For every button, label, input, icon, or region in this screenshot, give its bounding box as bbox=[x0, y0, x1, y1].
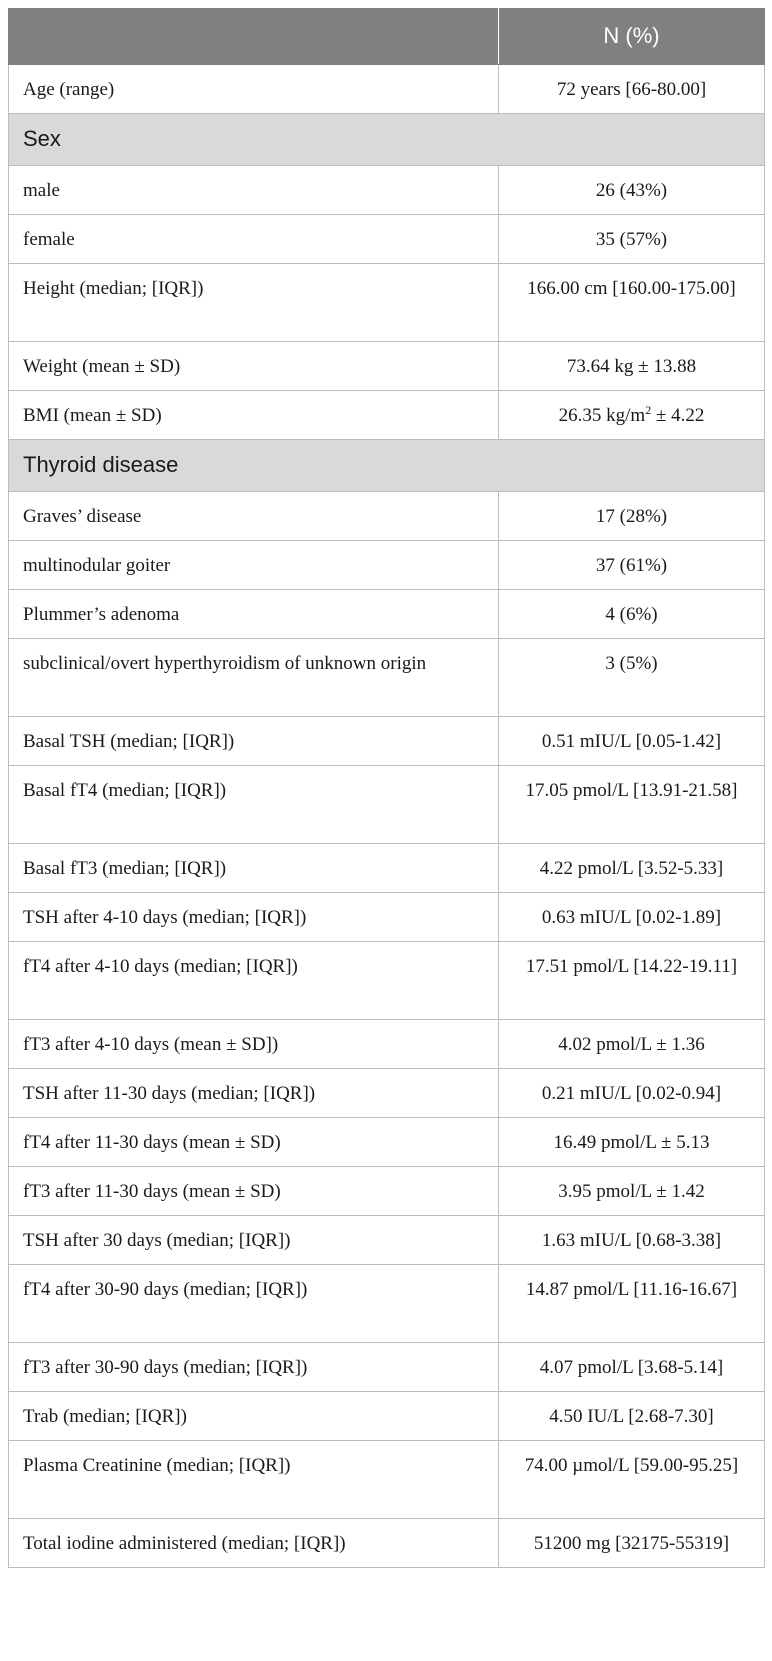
row-label: TSH after 11-30 days (median; [IQR]) bbox=[9, 1069, 499, 1118]
row-label: subclinical/overt hyperthyroidism of unknown origin bbox=[9, 639, 499, 717]
row-value: 74.00 µmol/L [59.00-95.25] bbox=[499, 1441, 765, 1519]
row-value: 1.63 mIU/L [0.68-3.38] bbox=[499, 1216, 765, 1265]
table-row bbox=[9, 1020, 765, 1069]
row-value: 17 (28%) bbox=[499, 492, 765, 541]
table-row bbox=[9, 1118, 765, 1167]
table-row bbox=[9, 844, 765, 893]
table-header-row bbox=[9, 9, 765, 65]
row-value: 26 (43%) bbox=[499, 166, 765, 215]
row-label: Plasma Creatinine (median; [IQR]) bbox=[9, 1441, 499, 1519]
row-value: 16.49 pmol/L ± 5.13 bbox=[499, 1118, 765, 1167]
header-label-cell bbox=[9, 9, 499, 65]
row-label: TSH after 4-10 days (median; [IQR]) bbox=[9, 893, 499, 942]
row-label: Plummer’s adenoma bbox=[9, 590, 499, 639]
value-text-suffix: ± 4.22 bbox=[651, 405, 705, 426]
row-value: 72 years [66-80.00] bbox=[499, 65, 765, 114]
table-row bbox=[9, 766, 765, 844]
section-title: Sex bbox=[9, 114, 765, 166]
row-label: fT4 after 30-90 days (median; [IQR]) bbox=[9, 1265, 499, 1343]
table-row bbox=[9, 590, 765, 639]
row-label: male bbox=[9, 166, 499, 215]
section-header-row bbox=[9, 440, 765, 492]
value-text: 26.35 kg/m bbox=[558, 405, 646, 426]
row-value: 4 (6%) bbox=[499, 590, 765, 639]
row-label: Weight (mean ± SD) bbox=[9, 342, 499, 391]
row-label: BMI (mean ± SD) bbox=[9, 391, 499, 440]
row-label: multinodular goiter bbox=[9, 541, 499, 590]
table-row bbox=[9, 1343, 765, 1392]
row-label: Age (range) bbox=[9, 65, 499, 114]
row-value: 4.02 pmol/L ± 1.36 bbox=[499, 1020, 765, 1069]
row-value: 35 (57%) bbox=[499, 215, 765, 264]
row-label: TSH after 30 days (median; [IQR]) bbox=[9, 1216, 499, 1265]
row-value: 17.51 pmol/L [14.22-19.11] bbox=[499, 942, 765, 1020]
header-n-percent: N (%) bbox=[499, 9, 765, 65]
patient-characteristics-table bbox=[8, 8, 765, 1568]
row-label: fT3 after 4-10 days (mean ± SD]) bbox=[9, 1020, 499, 1069]
section-title: Thyroid disease bbox=[9, 440, 765, 492]
table-row bbox=[9, 893, 765, 942]
table-row bbox=[9, 1392, 765, 1441]
row-value: 14.87 pmol/L [11.16-16.67] bbox=[499, 1265, 765, 1343]
row-label: female bbox=[9, 215, 499, 264]
row-label: Graves’ disease bbox=[9, 492, 499, 541]
row-value: 0.63 mIU/L [0.02-1.89] bbox=[499, 893, 765, 942]
row-value: 166.00 cm [160.00-175.00] bbox=[499, 264, 765, 342]
row-value: 17.05 pmol/L [13.91-21.58] bbox=[499, 766, 765, 844]
row-label: Height (median; [IQR]) bbox=[9, 264, 499, 342]
table-row bbox=[9, 1069, 765, 1118]
table-row bbox=[9, 1167, 765, 1216]
row-label: Basal TSH (median; [IQR]) bbox=[9, 717, 499, 766]
table-row bbox=[9, 342, 765, 391]
table-row bbox=[9, 1265, 765, 1343]
section-header-row bbox=[9, 114, 765, 166]
row-value: 4.50 IU/L [2.68-7.30] bbox=[499, 1392, 765, 1441]
table-row bbox=[9, 1441, 765, 1519]
table-row bbox=[9, 942, 765, 1020]
row-label: Total iodine administered (median; [IQR]) bbox=[9, 1519, 499, 1568]
row-value: 0.51 mIU/L [0.05-1.42] bbox=[499, 717, 765, 766]
table-row bbox=[9, 541, 765, 590]
row-label: fT4 after 4-10 days (median; [IQR]) bbox=[9, 942, 499, 1020]
row-label: fT3 after 30-90 days (median; [IQR]) bbox=[9, 1343, 499, 1392]
table-row bbox=[9, 1519, 765, 1568]
row-value: 73.64 kg ± 13.88 bbox=[499, 342, 765, 391]
table-row bbox=[9, 391, 765, 440]
row-value: 37 (61%) bbox=[499, 541, 765, 590]
row-value bbox=[499, 391, 765, 440]
row-label: fT3 after 11-30 days (mean ± SD) bbox=[9, 1167, 499, 1216]
row-label: Basal fT4 (median; [IQR]) bbox=[9, 766, 499, 844]
table-row bbox=[9, 1216, 765, 1265]
row-label: Trab (median; [IQR]) bbox=[9, 1392, 499, 1441]
row-value: 4.22 pmol/L [3.52-5.33] bbox=[499, 844, 765, 893]
table-row bbox=[9, 215, 765, 264]
table-row bbox=[9, 639, 765, 717]
row-value: 3 (5%) bbox=[499, 639, 765, 717]
value-superscript: 2 bbox=[645, 403, 652, 417]
row-label: fT4 after 11-30 days (mean ± SD) bbox=[9, 1118, 499, 1167]
table-body bbox=[9, 65, 765, 1568]
table-row bbox=[9, 166, 765, 215]
row-value: 3.95 pmol/L ± 1.42 bbox=[499, 1167, 765, 1216]
table-row bbox=[9, 264, 765, 342]
table-row bbox=[9, 717, 765, 766]
row-label: Basal fT3 (median; [IQR]) bbox=[9, 844, 499, 893]
table-row bbox=[9, 65, 765, 114]
row-value: 4.07 pmol/L [3.68-5.14] bbox=[499, 1343, 765, 1392]
table-row bbox=[9, 492, 765, 541]
row-value: 0.21 mIU/L [0.02-0.94] bbox=[499, 1069, 765, 1118]
row-value: 51200 mg [32175-55319] bbox=[499, 1519, 765, 1568]
